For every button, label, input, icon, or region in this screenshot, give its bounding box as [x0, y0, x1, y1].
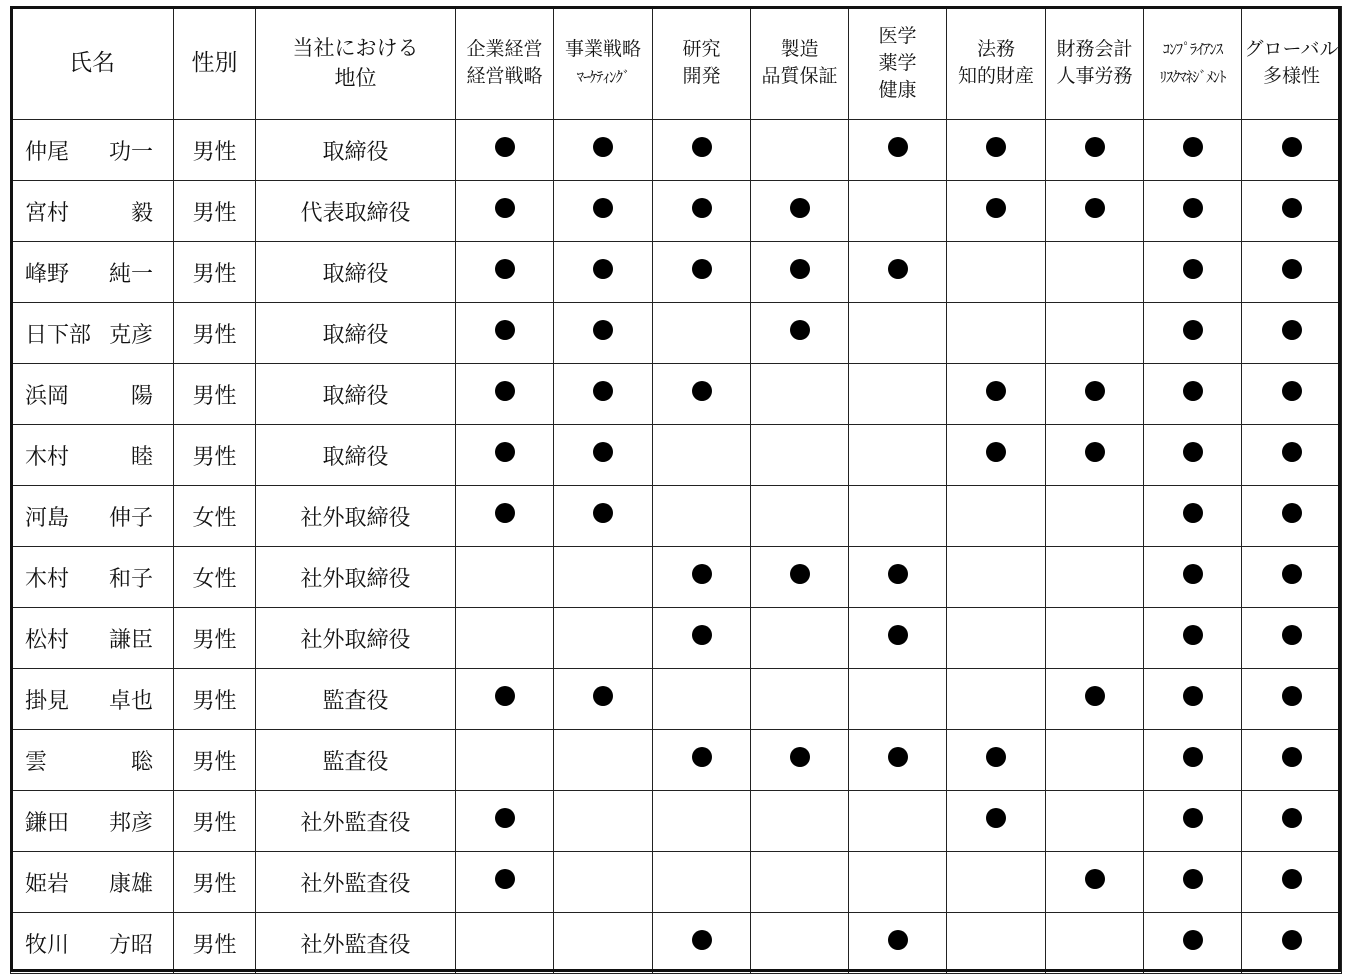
header-skill-strategy: 事業戦略 ﾏｰｹﾃｨﾝｸﾞ — [554, 7, 653, 120]
gender-cell: 男性 — [174, 303, 256, 364]
header-skill-research: 研究 開発 — [653, 7, 751, 120]
member-surname: 掛見 — [25, 688, 70, 714]
member-given-name: 方昭 — [108, 932, 153, 958]
position-cell: 取締役 — [256, 303, 456, 364]
position-cell: 社外取締役 — [256, 486, 456, 547]
member-given-name: 卓也 — [108, 688, 153, 714]
gender-cell: 男性 — [174, 852, 256, 913]
member-surname: 牧川 — [25, 932, 70, 958]
header-skill-global: グローバル 多様性 — [1242, 7, 1342, 120]
member-given-name: 睦 — [130, 444, 153, 470]
header-skill-management: 企業経営 経営戦略 — [456, 7, 554, 120]
position-cell: 取締役 — [256, 364, 456, 425]
header-gender: 性別 — [174, 7, 256, 120]
gender-cell: 男性 — [174, 791, 256, 852]
gender-cell: 男性 — [174, 242, 256, 303]
member-surname: 姫岩 — [25, 871, 70, 897]
header-position: 当社における 地位 — [256, 7, 456, 120]
gender-cell: 男性 — [174, 730, 256, 791]
position-cell: 監査役 — [256, 730, 456, 791]
table-frame — [10, 6, 1341, 972]
gender-cell: 男性 — [174, 425, 256, 486]
member-surname: 浜岡 — [25, 383, 70, 409]
member-surname: 峰野 — [25, 261, 70, 287]
header-skill-manufacturing: 製造 品質保証 — [751, 7, 849, 120]
position-cell: 監査役 — [256, 669, 456, 730]
member-given-name: 毅 — [130, 200, 153, 226]
position-cell: 取締役 — [256, 425, 456, 486]
member-surname: 松村 — [25, 627, 70, 653]
member-given-name: 伸子 — [108, 505, 153, 531]
header-skill-compliance: ｺﾝﾌﾟﾗｲｱﾝｽ ﾘｽｸﾏﾈｼﾞﾒﾝﾄ — [1144, 7, 1242, 120]
member-given-name: 康雄 — [108, 871, 153, 897]
member-surname: 鎌田 — [25, 810, 70, 836]
member-given-name: 謙臣 — [108, 627, 153, 653]
member-surname: 宮村 — [25, 200, 70, 226]
member-surname: 仲尾 — [25, 139, 70, 165]
gender-cell: 男性 — [174, 120, 256, 181]
member-surname: 雲 — [25, 749, 48, 775]
member-surname: 日下部 — [25, 322, 92, 348]
member-given-name: 聡 — [130, 749, 153, 775]
header-name: 氏名 — [11, 7, 174, 120]
position-cell: 取締役 — [256, 120, 456, 181]
member-given-name: 邦彦 — [108, 810, 153, 836]
position-cell: 社外取締役 — [256, 608, 456, 669]
member-given-name: 克彦 — [108, 322, 153, 348]
member-surname: 木村 — [25, 566, 70, 592]
position-cell: 社外監査役 — [256, 852, 456, 913]
gender-cell: 男性 — [174, 364, 256, 425]
member-given-name: 純一 — [108, 261, 153, 287]
member-surname: 木村 — [25, 444, 70, 470]
header-skill-medical: 医学 薬学 健康 — [849, 7, 947, 120]
gender-cell: 女性 — [174, 486, 256, 547]
gender-cell: 男性 — [174, 669, 256, 730]
position-cell: 代表取締役 — [256, 181, 456, 242]
header-skill-finance: 財務会計 人事労務 — [1046, 7, 1144, 120]
member-given-name: 和子 — [108, 566, 153, 592]
gender-cell: 女性 — [174, 547, 256, 608]
member-given-name: 功一 — [108, 139, 153, 165]
position-cell: 社外監査役 — [256, 913, 456, 974]
header-skill-legal: 法務 知的財産 — [947, 7, 1046, 120]
gender-cell: 男性 — [174, 181, 256, 242]
gender-cell: 男性 — [174, 608, 256, 669]
member-surname: 河島 — [25, 505, 70, 531]
gender-cell: 男性 — [174, 913, 256, 974]
member-given-name: 陽 — [130, 383, 153, 409]
position-cell: 取締役 — [256, 242, 456, 303]
position-cell: 社外監査役 — [256, 791, 456, 852]
position-cell: 社外取締役 — [256, 547, 456, 608]
